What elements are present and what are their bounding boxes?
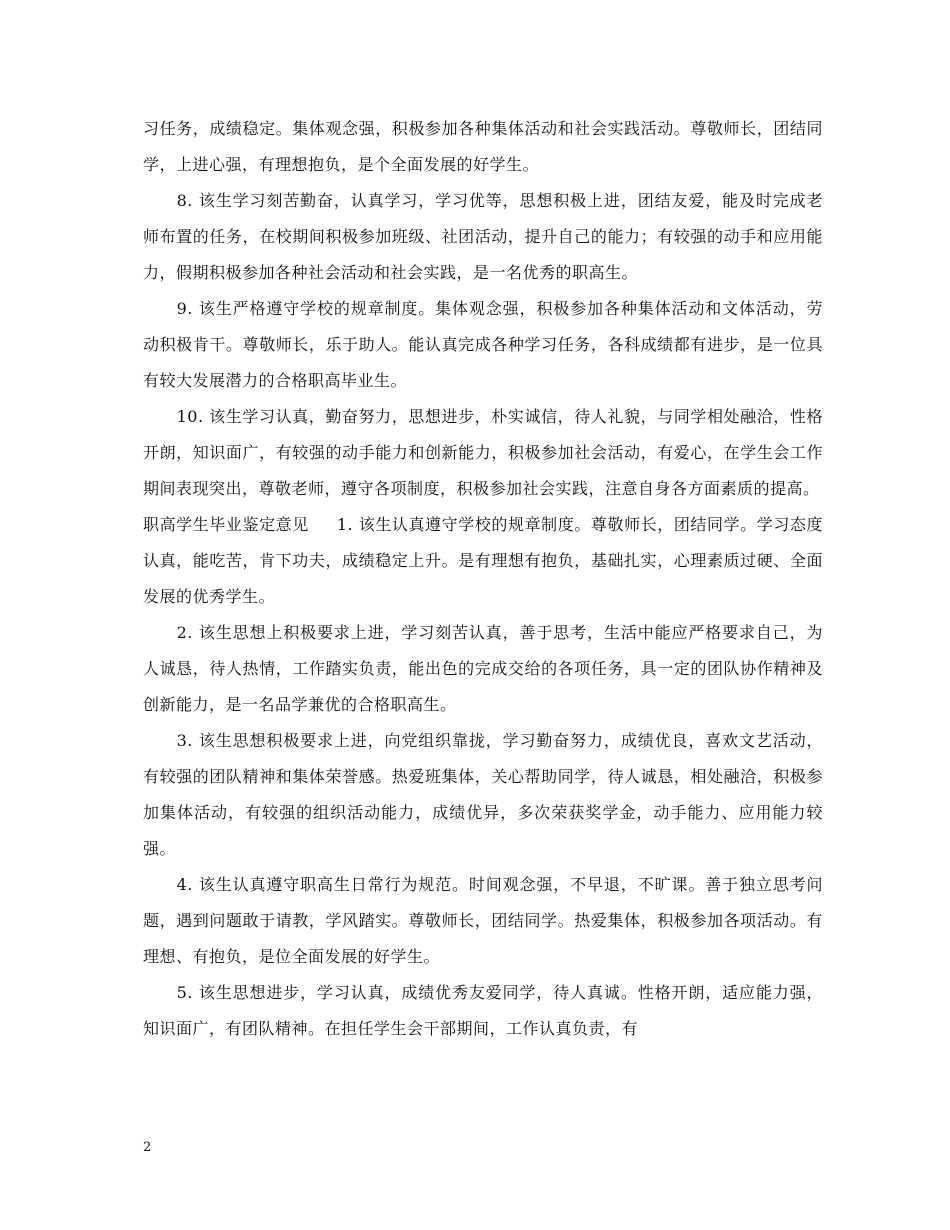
section-paragraph	[143, 507, 823, 615]
document-body	[143, 111, 823, 1047]
paragraph-item-10: 10. 该生学习认真，勤奋努力，思想进步，朴实诚信，待人礼貌，与同学相处融洽，性格开朗，知识面广，有较强的动手能力和创新能力，积极参加社会活动，有爱心，在学生会工作期间表现突出，尊敬老师，遵守各项制度，积极参加社会实践，注意自身各方面素质的提高。	[143, 407, 823, 498]
section-title: 职高学生毕业鉴定意见	[143, 515, 309, 534]
paragraph-continuation: 习任务，成绩稳定。集体观念强，积极参加各种集体活动和社会实践活动。尊敬师长，团结同学，上进心强，有理想抱负，是个全面发展的好学生。	[143, 119, 823, 174]
paragraph-item-3: 3. 该生思想积极要求上进，向党组织靠拢，学习勤奋努力，成绩优良，喜欢文艺活动，有较强的团队精神和集体荣誉感。热爱班集体，关心帮助同学，待人诚恳，相处融洽，积极参加集体活动，有较强的组织活动能力，成绩优异，多次荣获奖学金，动手能力、应用能力较强。	[143, 731, 823, 858]
paragraph-item-4: 4. 该生认真遵守职高生日常行为规范。时间观念强，不早退，不旷课。善于独立思考问题，遇到问题敢于请教，学风踏实。尊敬师长，团结同学。热爱集体，积极参加各项活动。有理想、有抱负，是位全面发展的好学生。	[143, 875, 823, 966]
paragraph-item-5: 5. 该生思想进步，学习认真，成绩优秀友爱同学，待人真诚。性格开朗，适应能力强，知识面广，有团队精神。在担任学生会干部期间，工作认真负责，有	[143, 983, 823, 1038]
paragraph-item-9: 9. 该生严格遵守学校的规章制度。集体观念强，积极参加各种集体活动和文体活动，劳动积极肯干。尊敬师长，乐于助人。能认真完成各种学习任务，各科成绩都有进步，是一位具有较大发展潜力的合格职高毕业生。	[143, 299, 823, 390]
section-item-1: 1. 该生认真遵守学校的规章制度。尊敬师长，团结同学。学习态度认真，能吃苦，肯下功夫，成绩稳定上升。是有理想有抱负，基础扎实，心理素质过硬、全面发展的优秀学生。	[143, 515, 823, 606]
paragraph-item-2: 2. 该生思想上积极要求上进，学习刻苦认真，善于思考，生活中能应严格要求自己，为人诚恳，待人热情，工作踏实负责，能出色的完成交给的各项任务，具一定的团队协作精神及创新能力，是一名品学兼优的合格职高生。	[143, 623, 823, 714]
paragraph-item-8: 8. 该生学习刻苦勤奋，认真学习，学习优等，思想积极上进，团结友爱，能及时完成老师布置的任务，在校期间积极参加班级、社团活动，提升自己的能力；有较强的动手和应用能力，假期积极参加各种社会活动和社会实践，是一名优秀的职高生。	[143, 191, 823, 282]
page-number: 2	[143, 1140, 152, 1155]
